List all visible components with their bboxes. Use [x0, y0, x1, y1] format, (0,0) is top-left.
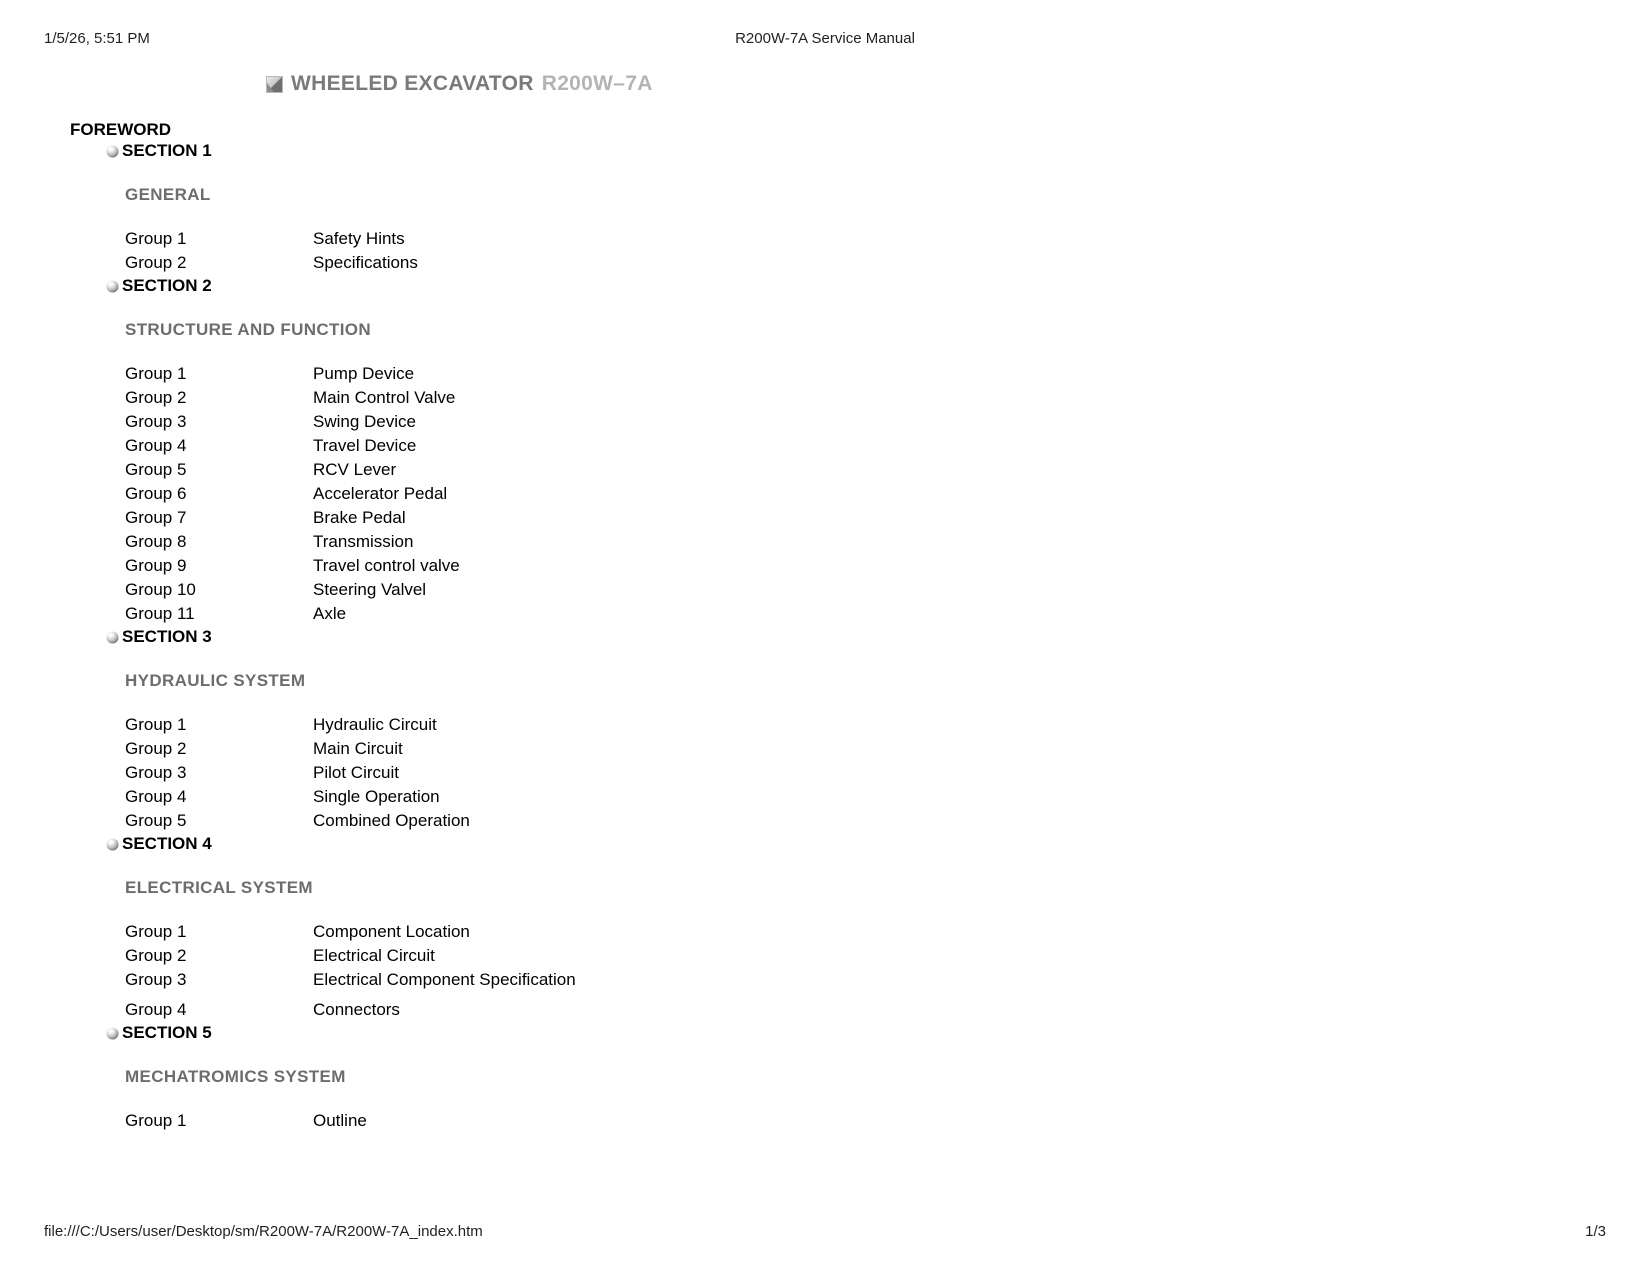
group-row[interactable]	[0, 737, 1650, 761]
group-row[interactable]	[0, 1109, 1650, 1133]
group-title: Pilot Circuit	[313, 763, 399, 782]
group-title: Electrical Circuit	[313, 946, 435, 965]
spacer	[0, 205, 1650, 227]
spacer	[0, 1087, 1650, 1109]
group-label: Group 1	[125, 1111, 187, 1130]
banner-main-text: WHEELED EXCAVATOR	[291, 72, 534, 95]
group-row[interactable]	[0, 530, 1650, 554]
system-heading: HYDRAULIC SYSTEM	[125, 671, 306, 690]
group-row[interactable]	[0, 386, 1650, 410]
group-title: Hydraulic Circuit	[313, 715, 437, 734]
group-title: Travel control valve	[313, 556, 460, 575]
print-page-number: 1/3	[1585, 1223, 1606, 1240]
group-list	[0, 713, 1650, 833]
group-label: Group 8	[125, 532, 187, 551]
group-row[interactable]	[0, 482, 1650, 506]
group-row[interactable]	[0, 251, 1650, 275]
group-label: Group 2	[125, 388, 187, 407]
gray-sphere-bullet-icon	[106, 1027, 119, 1040]
group-title: Travel Device	[313, 436, 417, 455]
group-title: Component Location	[313, 922, 470, 941]
group-title: Axle	[313, 604, 347, 623]
group-row[interactable]	[0, 785, 1650, 809]
group-row[interactable]	[0, 920, 1650, 944]
gray-sphere-bullet-icon	[106, 280, 119, 293]
group-title: Outline	[313, 1111, 367, 1130]
broken-image-icon	[266, 76, 283, 93]
group-row[interactable]	[0, 992, 1650, 1022]
foreword-heading[interactable]: FOREWORD	[70, 120, 172, 139]
group-label: Group 2	[125, 253, 187, 272]
sections-list	[0, 140, 1650, 1133]
gray-sphere-bullet-icon	[106, 631, 119, 644]
group-label: Group 5	[125, 460, 187, 479]
group-row[interactable]	[0, 578, 1650, 602]
group-title: Brake Pedal	[313, 508, 406, 527]
gray-sphere-bullet-icon	[106, 145, 119, 158]
group-label: Group 4	[125, 1000, 187, 1019]
section-heading[interactable]	[106, 275, 1650, 297]
group-row[interactable]	[0, 458, 1650, 482]
document-body	[0, 70, 1650, 1133]
print-file-url: file:///C:/Users/user/Desktop/sm/R200W-7A/R200W-7A_index.htm	[44, 1223, 483, 1240]
group-label: Group 2	[125, 946, 187, 965]
section-heading-label: SECTION 5	[122, 1023, 212, 1042]
group-label: Group 2	[125, 739, 187, 758]
group-row[interactable]	[0, 968, 1650, 992]
section-heading-label: SECTION 2	[122, 276, 212, 295]
group-label: Group 11	[125, 604, 195, 623]
spacer	[0, 340, 1650, 362]
group-row[interactable]	[0, 554, 1650, 578]
group-title: Swing Device	[313, 412, 416, 431]
group-label: Group 9	[125, 556, 187, 575]
section-heading-label: SECTION 3	[122, 627, 212, 646]
group-label: Group 3	[125, 970, 187, 989]
section-heading-label: SECTION 1	[122, 141, 212, 160]
group-title: Safety Hints	[313, 229, 405, 248]
group-title: Combined Operation	[313, 811, 470, 830]
banner-model-text: R200W–7A	[541, 72, 653, 95]
group-row[interactable]	[0, 761, 1650, 785]
group-label: Group 1	[125, 364, 187, 383]
group-list	[0, 1109, 1650, 1133]
spacer	[0, 1044, 1650, 1067]
group-row[interactable]	[0, 602, 1650, 626]
group-label: Group 4	[125, 436, 187, 455]
system-heading: MECHATROMICS SYSTEM	[125, 1067, 346, 1086]
group-list	[0, 362, 1650, 626]
print-document-title: R200W-7A Service Manual	[735, 30, 915, 47]
spacer	[0, 162, 1650, 185]
group-label: Group 7	[125, 508, 187, 527]
gray-sphere-bullet-icon	[106, 838, 119, 851]
group-title: Pump Device	[313, 364, 415, 383]
group-title: Electrical Component Specification	[313, 970, 576, 989]
group-title: Connectors	[313, 1000, 400, 1019]
system-heading: GENERAL	[125, 185, 211, 204]
system-heading: ELECTRICAL SYSTEM	[125, 878, 313, 897]
group-title: Single Operation	[313, 787, 440, 806]
group-label: Group 1	[125, 922, 187, 941]
group-list	[0, 920, 1650, 1022]
section-heading[interactable]	[106, 140, 1650, 162]
group-label: Group 1	[125, 715, 187, 734]
group-row[interactable]	[0, 410, 1650, 434]
section-heading[interactable]	[106, 833, 1650, 855]
spacer	[0, 648, 1650, 671]
group-row[interactable]	[0, 506, 1650, 530]
group-title: Accelerator Pedal	[313, 484, 448, 503]
section-heading[interactable]	[106, 626, 1650, 648]
group-title: Main Control Valve	[313, 388, 456, 407]
group-row[interactable]	[0, 434, 1650, 458]
group-label: Group 10	[125, 580, 196, 599]
group-row[interactable]	[0, 713, 1650, 737]
group-label: Group 1	[125, 229, 187, 248]
spacer	[0, 691, 1650, 713]
spacer	[0, 898, 1650, 920]
group-label: Group 6	[125, 484, 187, 503]
group-row[interactable]	[0, 227, 1650, 251]
spacer	[0, 855, 1650, 878]
group-title: Steering Valvel	[313, 580, 427, 599]
group-title: Specifications	[313, 253, 418, 272]
group-label: Group 3	[125, 412, 187, 431]
print-timestamp: 1/5/26, 5:51 PM	[44, 30, 150, 47]
print-footer	[0, 1223, 1650, 1243]
system-heading: STRUCTURE AND FUNCTION	[125, 320, 371, 339]
manual-banner	[266, 70, 1650, 98]
spacer	[0, 297, 1650, 320]
group-list	[0, 227, 1650, 275]
group-title: Main Circuit	[313, 739, 403, 758]
group-title: Transmission	[313, 532, 414, 551]
group-title: RCV Lever	[313, 460, 397, 479]
group-label: Group 3	[125, 763, 187, 782]
group-label: Group 4	[125, 787, 187, 806]
section-heading-label: SECTION 4	[122, 834, 212, 853]
group-label: Group 5	[125, 811, 187, 830]
group-row[interactable]	[0, 809, 1650, 833]
group-row[interactable]	[0, 362, 1650, 386]
group-row[interactable]	[0, 944, 1650, 968]
print-header	[0, 30, 1650, 50]
section-heading[interactable]	[106, 1022, 1650, 1044]
